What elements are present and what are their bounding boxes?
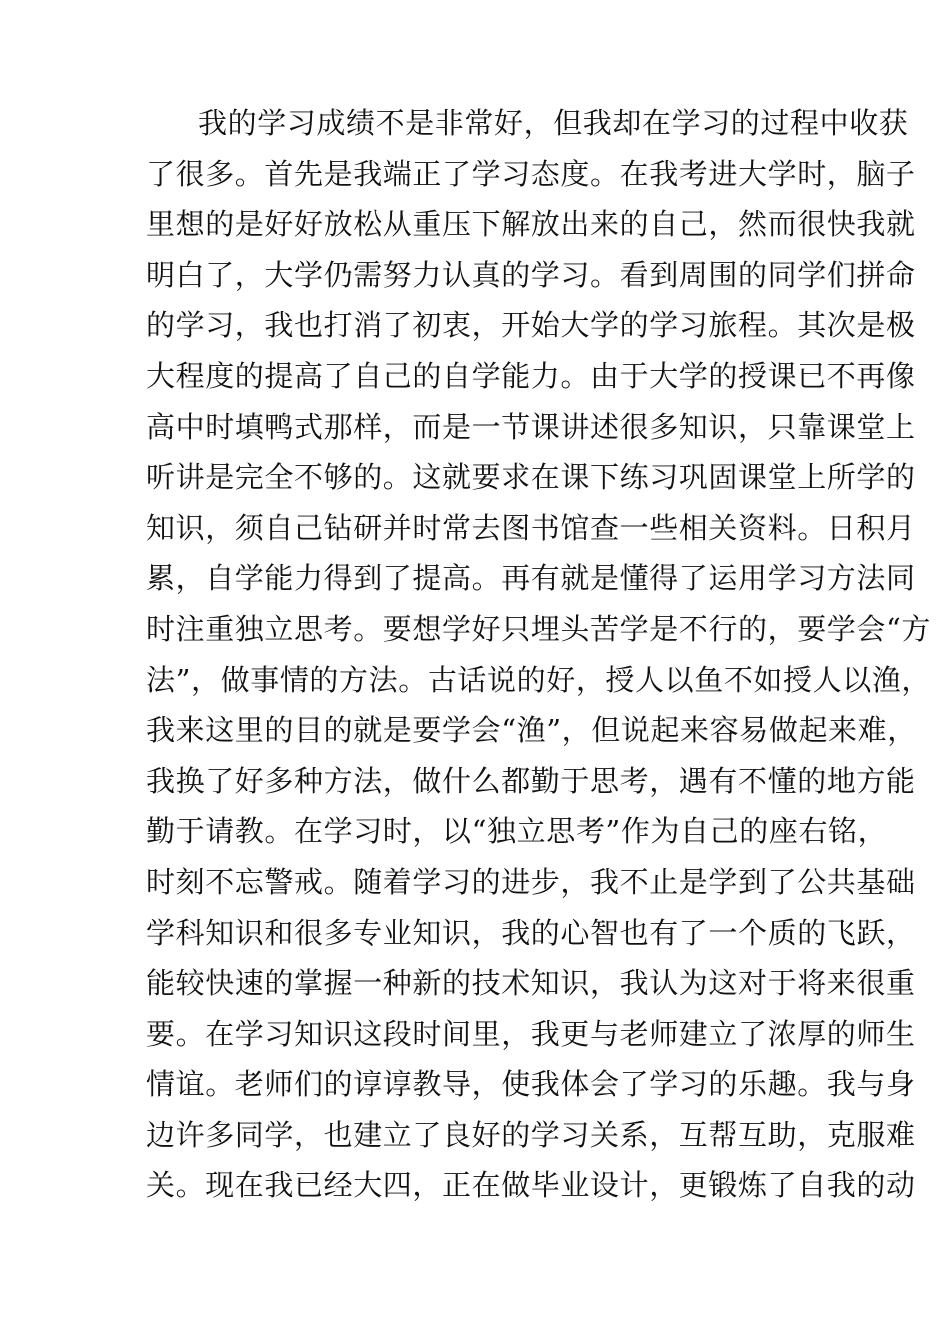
paragraph-line: 法”，做事情的方法。古话说的好，授人以鱼不如授人以渔， [146,662,932,697]
paragraph-line: 知识，须自己钻研并时常去图书馆查一些相关资料。日积月 [146,510,916,545]
paragraph-line: 我换了好多种方法，做什么都勤于思考，遇有不懂的地方能 [146,763,916,798]
paragraph-line: 我的学习成绩不是非常好，但我却在学习的过程中收获 [198,106,909,140]
paragraph-line: 听讲是完全不够的。这就要求在课下练习巩固课堂上所学的 [146,460,916,495]
paragraph-line: 勤于请教。在学习时，以“独立思考”作为自己的座右铭， [146,814,888,849]
paragraph-line: 情谊。老师们的谆谆教导，使我体会了学习的乐趣。我与身 [146,1067,916,1102]
paragraph-line: 高中时填鸭式那样，而是一节课讲述很多知识，只靠课堂上 [146,409,916,444]
paragraph-line: 学科知识和很多专业知识，我的心智也有了一个质的飞跃， [146,915,916,950]
paragraph-line: 时刻不忘警戒。随着学习的进步，我不止是学到了公共基础 [146,864,916,899]
paragraph-line: 时注重独立思考。要想学好只埋头苦学是不行的，要学会“方 [146,611,932,646]
paragraph-line: 我来这里的目的就是要学会“渔”，但说起来容易做起来难， [146,713,917,748]
paragraph-line: 要。在学习知识这段时间里，我更与老师建立了浓厚的师生 [146,1016,916,1051]
body-paragraph [146,98,932,1211]
paragraph-line: 的学习，我也打消了初衷，开始大学的学习旅程。其次是极 [146,308,916,343]
paragraph-line: 大程度的提高了自己的自学能力。由于大学的授课已不再像 [146,358,916,393]
paragraph-line: 边许多同学，也建立了良好的学习关系，互帮互助，克服难 [146,1117,916,1152]
paragraph-line: 累，自学能力得到了提高。再有就是懂得了运用学习方法同 [146,561,916,596]
paragraph-line: 了很多。首先是我端正了学习态度。在我考进大学时，脑子 [146,156,916,191]
paragraph-line: 关。现在我已经大四，正在做毕业设计，更锻炼了自我的动 [146,1168,916,1203]
paragraph-line: 能较快速的掌握一种新的技术知识，我认为这对于将来很重 [146,966,916,1001]
paragraph-line: 明白了，大学仍需努力认真的学习。看到周围的同学们拼命 [146,257,916,292]
paragraph-line: 里想的是好好放松从重压下解放出来的自己，然而很快我就 [146,207,916,242]
